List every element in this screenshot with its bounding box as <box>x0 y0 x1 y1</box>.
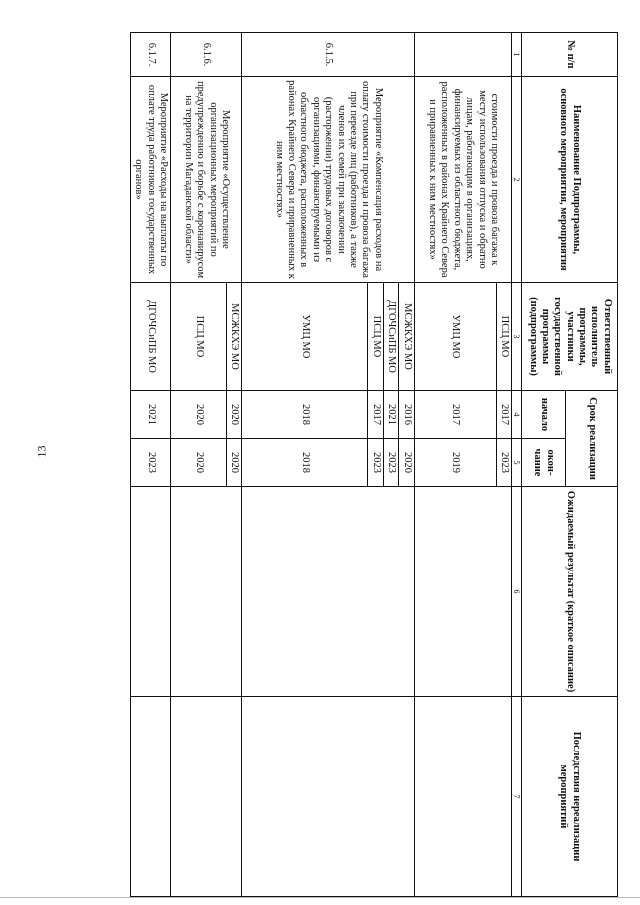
row-name: стоимости проезда и провоза багажа к месту использования отпуска и обратно лицам, работающим в организациях, финансируемых из областного бюджета, расположенных в районах Крайнего Севера и приравненных к ним местностях» <box>414 77 511 283</box>
column-number: 3 <box>512 283 522 391</box>
row-start: 2017 <box>368 391 383 439</box>
row-name: Мероприятие «Осуществление организационных мероприятий по предупреждению и борьбе с коронавирусом на территории Магаданской области» <box>171 77 242 283</box>
row-name: Мероприятие «Компенсация расходов на оплату стоимости проезда и провоза багажа при переезде лиц (работников), а также членов их семей при заключении (расторжении) трудовых договоров с организациями, финансируемыми из областного бюджета, расположенных в районах Крайнего Севера и приравненных к ним местностях» <box>242 77 414 283</box>
row-code: 6.1.6. <box>171 33 242 77</box>
page-number: 13 <box>34 445 49 458</box>
row-consequence <box>414 697 511 897</box>
column-number: 1 <box>512 33 522 77</box>
row-code: 6.1.7. <box>131 33 171 77</box>
row-consequence <box>171 697 242 897</box>
row-code <box>414 33 511 77</box>
row-executor: МСЖКХЭ МО <box>399 283 414 391</box>
row-executor: ПСЦ МО <box>496 283 511 391</box>
table-row <box>399 33 414 897</box>
row-start: 2021 <box>131 391 171 439</box>
row-consequence <box>131 697 171 897</box>
header-num: № п/п <box>522 33 618 77</box>
header-name: Наименование Подпрограммы, основного мероприятия, мероприятия <box>522 77 618 283</box>
row-start: 2017 <box>414 391 496 439</box>
row-executor: ДГОЧСиПБ МО <box>131 283 171 391</box>
row-result <box>131 487 171 697</box>
row-executor: ДГОЧСиПБ МО <box>383 283 398 391</box>
row-executor: ПСЦ МО <box>171 283 227 391</box>
column-number-row <box>512 33 522 897</box>
page-bottom-edge <box>0 897 640 898</box>
header-term: Срок реализации <box>566 391 618 487</box>
row-end: 2020 <box>399 439 414 487</box>
header-end: окон-чание <box>522 439 566 487</box>
table-row <box>496 33 511 897</box>
column-number: 4 <box>512 391 522 439</box>
row-code: 6.1.5. <box>242 33 414 77</box>
row-name: Мероприятие «Расходы на выплаты по оплате труда работников государственных органов» <box>131 77 171 283</box>
measures-table <box>130 32 618 897</box>
header-consequence: Последствия нереализации мероприятий <box>522 697 618 897</box>
column-number: 7 <box>512 697 522 897</box>
row-result <box>171 487 242 697</box>
row-end: 2018 <box>242 439 368 487</box>
row-executor: УМЦ МО <box>242 283 368 391</box>
row-result <box>414 487 511 697</box>
row-end: 2019 <box>414 439 496 487</box>
row-executor: МСЖКХЭ МО <box>227 283 242 391</box>
column-number: 2 <box>512 77 522 283</box>
row-end: 2023 <box>131 439 171 487</box>
column-number: 6 <box>512 487 522 697</box>
row-start: 2017 <box>496 391 511 439</box>
header-result: Ожидаемый результат (краткое описание) <box>522 487 618 697</box>
row-start: 2020 <box>171 391 227 439</box>
row-end: 2023 <box>496 439 511 487</box>
row-end: 2023 <box>383 439 398 487</box>
table-row <box>131 33 171 897</box>
header-executor: Ответственный исполнитель программы, участники государственной программы (подпрограммы) <box>522 283 618 391</box>
row-start: 2018 <box>242 391 368 439</box>
row-start: 2016 <box>399 391 414 439</box>
row-result <box>242 487 414 697</box>
column-number: 5 <box>512 439 522 487</box>
row-consequence <box>242 697 414 897</box>
row-executor: УМЦ МО <box>414 283 496 391</box>
row-executor: ПСЦ МО <box>368 283 383 391</box>
header-start: начало <box>522 391 566 439</box>
row-start: 2021 <box>383 391 398 439</box>
row-end: 2023 <box>368 439 383 487</box>
row-end: 2020 <box>171 439 227 487</box>
row-start: 2020 <box>227 391 242 439</box>
table-row <box>227 33 242 897</box>
header-row <box>566 33 618 897</box>
row-end: 2020 <box>227 439 242 487</box>
